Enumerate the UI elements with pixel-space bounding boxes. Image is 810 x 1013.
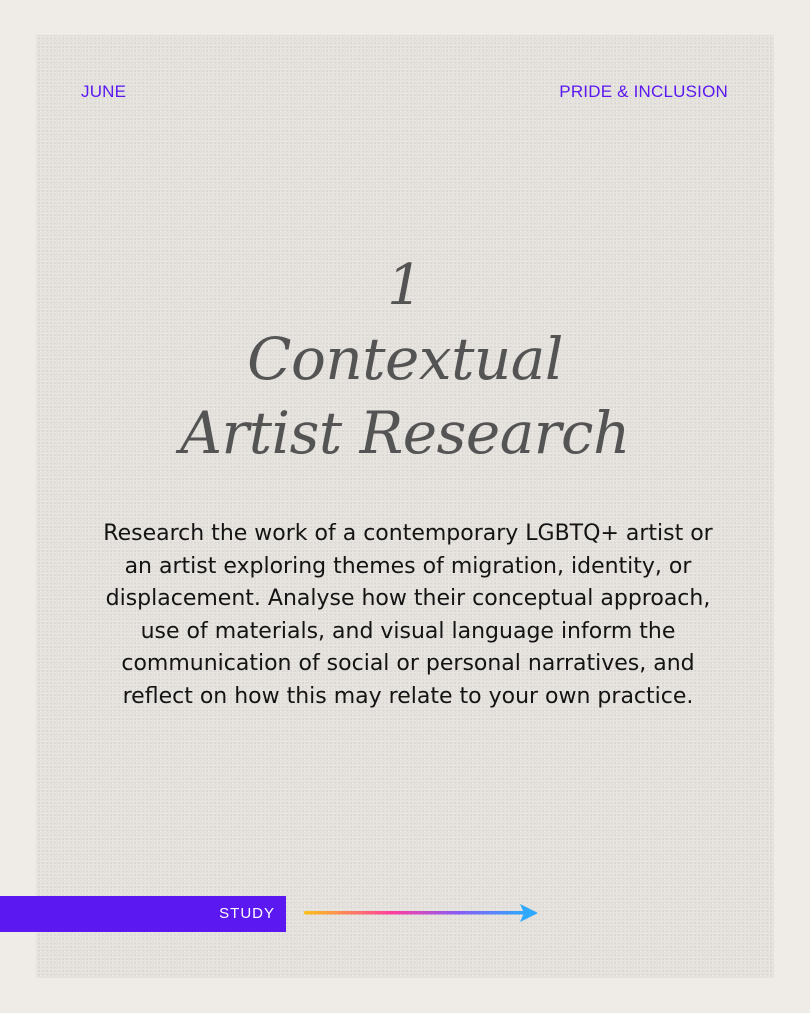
description-text: Research the work of a contemporary LGBTQ+ artist or an artist exploring themes of migration, identity, or displacement. Analyse how their conceptual approach, use of materials, and visual language inform the communication of social or personal narratives, and reflect on how this may relate to your own practice. (103, 521, 713, 709)
month-label: JUNE (81, 82, 127, 101)
gradient-arrow-right-icon (304, 903, 538, 923)
theme-label: PRIDE & INCLUSION (559, 82, 728, 101)
card-background (36, 35, 774, 978)
title-number: 1 (387, 253, 423, 318)
category-bar (0, 896, 286, 932)
title-line-1: Contextual (247, 325, 563, 393)
category-label: STUDY (219, 905, 275, 922)
title-line-2: Artist Research (180, 399, 630, 467)
page-title (36, 250, 774, 470)
